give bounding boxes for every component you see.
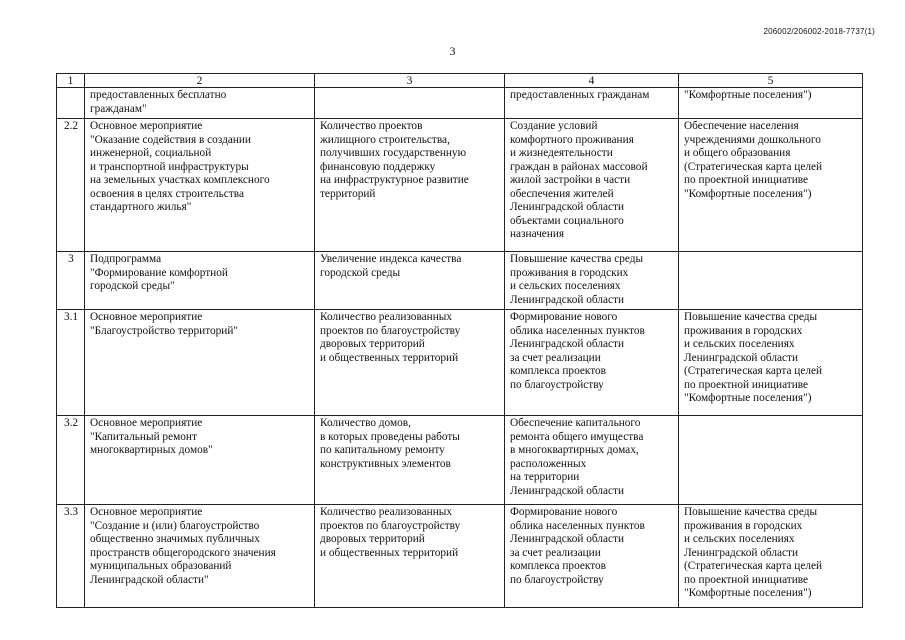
row-number bbox=[57, 88, 85, 119]
result-cell: Создание условий комфортного проживания и жизнедеятельности граждан в районах массовой жилой застройки в части обеспечения жителей Ленинградской области объектами социального назначения bbox=[505, 119, 679, 252]
table-row bbox=[57, 252, 863, 310]
row-number: 3.2 bbox=[57, 416, 85, 505]
result-cell: Формирование нового облика населенных пунктов Ленинградской области за счет реализации комплекса проектов по благоустройству bbox=[505, 310, 679, 416]
row-number: 3 bbox=[57, 252, 85, 310]
column-header: 1 bbox=[57, 74, 85, 88]
indicator-cell: Количество реализованных проектов по благоустройству дворовых территорий и общественных территорий bbox=[315, 310, 505, 416]
column-header: 5 bbox=[679, 74, 863, 88]
goal-cell bbox=[679, 416, 863, 505]
column-header: 4 bbox=[505, 74, 679, 88]
activities-table bbox=[56, 73, 863, 608]
table-row bbox=[57, 416, 863, 505]
activity-cell: Основное мероприятие "Создание и (или) благоустройство общественно значимых публичных пространств общегородского значения муниципальных образований Ленинградской области" bbox=[85, 505, 315, 608]
column-header: 3 bbox=[315, 74, 505, 88]
goal-cell: Повышение качества среды проживания в городских и сельских поселениях Ленинградской области (Стратегическая карта целей по проектной инициативе "Комфортные поселения") bbox=[679, 505, 863, 608]
indicator-cell bbox=[315, 88, 505, 119]
row-number: 2.2 bbox=[57, 119, 85, 252]
activity-cell: Основное мероприятие "Капитальный ремонт многоквартирных домов" bbox=[85, 416, 315, 505]
table-row bbox=[57, 310, 863, 416]
table-row bbox=[57, 505, 863, 608]
indicator-cell: Количество реализованных проектов по благоустройству дворовых территорий и общественных территорий bbox=[315, 505, 505, 608]
activity-cell: предоставленных бесплатно гражданам" bbox=[85, 88, 315, 119]
goal-cell bbox=[679, 252, 863, 310]
column-header: 2 bbox=[85, 74, 315, 88]
activity-cell: Подпрограмма "Формирование комфортной городской среды" bbox=[85, 252, 315, 310]
activity-cell: Основное мероприятие "Оказание содействия в создании инженерной, социальной и транспортной инфраструктуры на земельных участках комплексного освоения в целях строительства стандартного жилья" bbox=[85, 119, 315, 252]
result-cell: Формирование нового облика населенных пунктов Ленинградской области за счет реализации комплекса проектов по благоустройству bbox=[505, 505, 679, 608]
activity-cell: Основное мероприятие "Благоустройство территорий" bbox=[85, 310, 315, 416]
result-cell: предоставленных гражданам bbox=[505, 88, 679, 119]
indicator-cell: Увеличение индекса качества городской среды bbox=[315, 252, 505, 310]
goal-cell: "Комфортные поселения") bbox=[679, 88, 863, 119]
table-row bbox=[57, 119, 863, 252]
result-cell: Повышение качества среды проживания в городских и сельских поселениях Ленинградской области bbox=[505, 252, 679, 310]
goal-cell: Повышение качества среды проживания в городских и сельских поселениях Ленинградской области (Стратегическая карта целей по проектной инициативе "Комфортные поселения") bbox=[679, 310, 863, 416]
goal-cell: Обеспечение населения учреждениями дошкольного и общего образования (Стратегическая карта целей по проектной инициативе "Комфортные поселения") bbox=[679, 119, 863, 252]
indicator-cell: Количество проектов жилищного строительства, получивших государственную финансовую поддержку на инфраструктурное развитие территорий bbox=[315, 119, 505, 252]
document-number: 206002/206002-2018-7737(1) bbox=[763, 27, 875, 36]
row-number: 3.1 bbox=[57, 310, 85, 416]
indicator-cell: Количество домов, в которых проведены работы по капитальному ремонту конструктивных элементов bbox=[315, 416, 505, 505]
row-number: 3.3 bbox=[57, 505, 85, 608]
page-number: 3 bbox=[449, 44, 456, 58]
table-row bbox=[57, 88, 863, 119]
result-cell: Обеспечение капитального ремонта общего имущества в многоквартирных домах, расположенных на территории Ленинградской области bbox=[505, 416, 679, 505]
table-header-row bbox=[57, 74, 863, 88]
